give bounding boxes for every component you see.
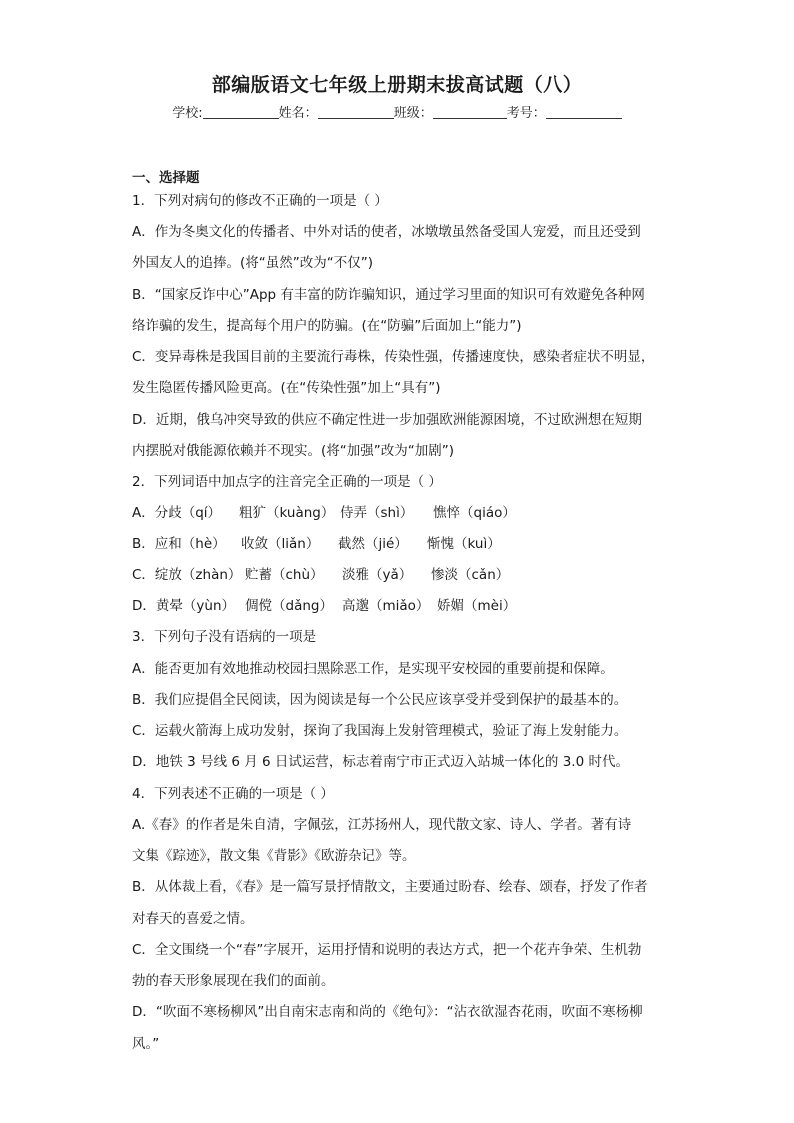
student-info [0, 102, 794, 121]
q4-option-c-line2: 勃的春天形象展现在我们的面前。 [132, 973, 335, 989]
q2-option-b [132, 535, 501, 553]
q1-option-a-line2: 外国友人的追捧。(将“虽然”改为“不仅”) [132, 255, 374, 271]
q4-option-a-line2: 文集《踪迹》，散文集《背影》《欧游杂记》等。 [132, 848, 416, 864]
page-title: 部编版语文七年级上册期末拔高试题（八） [211, 74, 583, 96]
q2-c-word-4: 惨淡（cǎn） [431, 567, 510, 583]
q3-option-b: B．我们应提倡全民阅读，因为阅读是每一个公民应该享受并受到保护的最基本的。 [132, 692, 628, 708]
q2-option-a [132, 504, 516, 522]
q3-option-c: C．运载火箭海上成功发射，探询了我国海上发射管理模式，验证了海上发射能力。 [132, 723, 628, 739]
q2-b-word-3: 截然（jié） [338, 536, 408, 552]
q1-option-d-line1: D．近期，俄乌冲突导致的供应不确定性进一步加强欧洲能源困境，不过欧洲想在短期 [132, 412, 642, 428]
question-3-stem: 3．下列句子没有语病的一项是 [132, 629, 317, 645]
school-blank[interactable] [203, 105, 279, 119]
q2-b-word-1: B．应和（hè） [132, 536, 226, 552]
q2-a-word-4: 憔悴（qiáo） [433, 505, 516, 521]
q2-d-word-4: 娇媚（mèi） [437, 598, 517, 614]
q2-c-word-2: 贮蓄（chù） [245, 567, 324, 583]
q2-d-word-3: 高邈（miǎo） [342, 598, 430, 614]
q3-option-a: A．能否更加有效地推动校园扫黑除恶工作，是实现平安校园的重要前提和保障。 [132, 661, 614, 677]
q1-option-a-line1: A．作为冬奥文化的传播者、中外对话的使者，冰墩墩虽然备受国人宠爱，而且还受到 [132, 224, 641, 240]
question-4-stem: 4．下列表述不正确的一项是（ ） [132, 786, 334, 802]
q4-option-c-line1: C．全文围绕一个“春”字展开，运用抒情和说明的表达方式，把一个花卉争荣、生机勃 [132, 942, 642, 958]
q4-option-d-line1: D．“吹面不寒杨柳风”出自南宋志南和尚的《绝句》：“沾衣欲湿杏花雨，吹面不寒杨柳 [132, 1004, 643, 1020]
question-1-stem: 1．下列对病句的修改不正确的一项是（ ） [132, 193, 388, 209]
q2-a-word-1: A．分歧（qí） [132, 505, 222, 521]
q1-option-c-line2: 发生隐匿传播风险更高。(在“传染性强”加上“具有”) [132, 380, 441, 396]
q2-c-word-3: 淡雅（yǎ） [342, 567, 413, 583]
name-label: 姓名： [278, 106, 318, 121]
name-blank[interactable] [318, 105, 394, 119]
q2-a-word-2: 粗犷（kuàng） [239, 505, 335, 521]
q3-option-d: D．地铁 3 号线 6 月 6 日试运营，标志着南宁市正式迈入站城一体化的 3.0 时代。 [132, 754, 629, 770]
q2-a-word-3: 侍弄（shì） [340, 505, 414, 521]
question-2-stem: 2．下列词语中加点字的注音完全正确的一项是（ ） [132, 474, 442, 490]
q2-c-word-1: C．绽放（zhàn） [132, 567, 242, 583]
q2-option-c [132, 566, 509, 584]
school-label: 学校: [172, 106, 203, 121]
q1-option-c-line1: C．变异毒株是我国目前的主要流行毒株，传染性强，传播速度快，感染者症状不明显， [132, 349, 655, 365]
q2-d-word-2: 倜傥（dǎng） [245, 598, 333, 614]
q1-option-d-line2: 内摆脱对俄能源依赖并不现实。(将“加强”改为“加剧”) [132, 443, 455, 459]
q4-option-b-line2: 对春天的喜爱之情。 [132, 911, 254, 927]
q2-option-d [132, 597, 516, 615]
q2-b-word-2: 收敛（liǎn） [241, 536, 320, 552]
section-heading: 一、选择题 [132, 170, 200, 186]
class-blank[interactable] [433, 105, 507, 119]
number-label: 考号： [506, 106, 546, 121]
q2-d-word-1: D．黄晕（yùn） [132, 598, 235, 614]
q4-option-d-line2: 风。” [132, 1036, 160, 1052]
number-blank[interactable] [546, 105, 622, 119]
class-label: 班级： [393, 106, 433, 121]
q4-option-b-line1: B．从体裁上看，《春》是一篇写景抒情散文，主要通过盼春、绘春、颂春，抒发了作者 [132, 879, 648, 895]
q4-option-a-line1: A.《春》的作者是朱自清，字佩弦，江苏扬州人，现代散文家、诗人、学者。著有诗 [132, 817, 632, 833]
q2-b-word-4: 惭愧（kuì） [427, 536, 501, 552]
q1-option-b-line2: 络诈骗的发生，提高每个用户的防骗。(在“防骗”后面加上“能力”) [132, 318, 522, 334]
q1-option-b-line1: B．“国家反诈中心”App 有丰富的防诈骗知识，通过学习里面的知识可有效避免各种网 [132, 287, 645, 303]
